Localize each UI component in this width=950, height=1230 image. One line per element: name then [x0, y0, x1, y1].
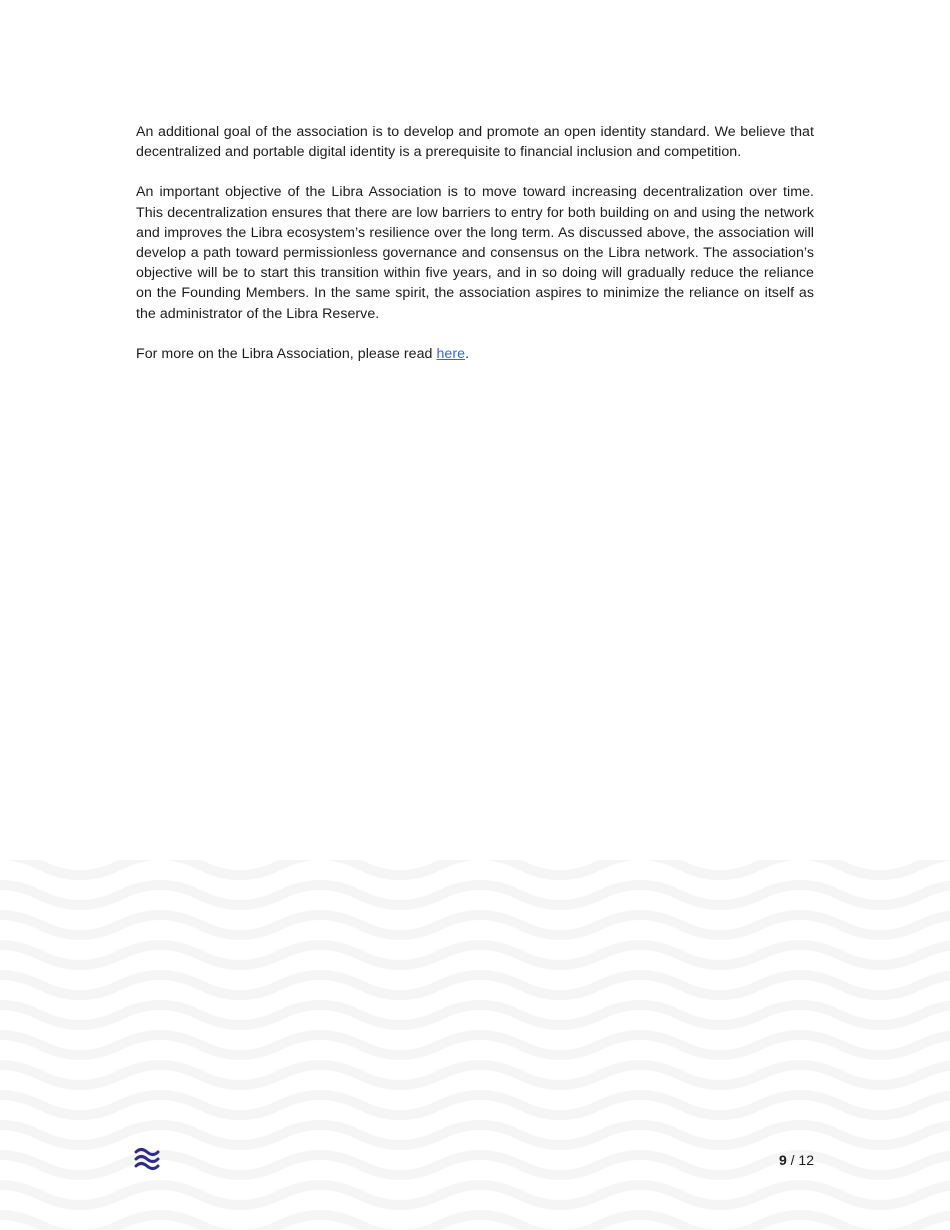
- here-link[interactable]: here: [436, 345, 466, 362]
- more-info-prefix: For more on the Libra Association, please read: [136, 345, 437, 362]
- libra-wave-logo-icon: [134, 1146, 160, 1172]
- page-number: [779, 1151, 814, 1169]
- wave-pattern-background: [0, 860, 950, 1230]
- page-body: [136, 122, 814, 384]
- page-number-separator: /: [786, 1152, 799, 1168]
- paragraph-more-info: [136, 344, 814, 364]
- more-info-suffix: .: [465, 345, 470, 362]
- page-number-current: 9: [778, 1152, 787, 1168]
- page-number-total: 12: [798, 1152, 814, 1168]
- paragraph-decentralization: An important objective of the Libra Association is to move toward increasing decentralization over time. This decentralization ensures that there are low barriers to entry for both building on and using the network and improves the Libra ecosystem’s resilience over the long term. As discussed above, the association will develop a path toward permissionless governance and consensus on the Libra network. The association’s objective will be to start this transition within five years, and in so doing will gradually reduce the reliance on the Founding Members. In the same spirit, the association aspires to minimize the reliance on itself as the administrator of the Libra Reserve.: [136, 184, 814, 322]
- paragraph-identity-standard: An additional goal of the association is to develop and promote an open identity standard. We believe that decentralized and portable digital identity is a prerequisite to financial inclusion and competition.: [136, 124, 814, 161]
